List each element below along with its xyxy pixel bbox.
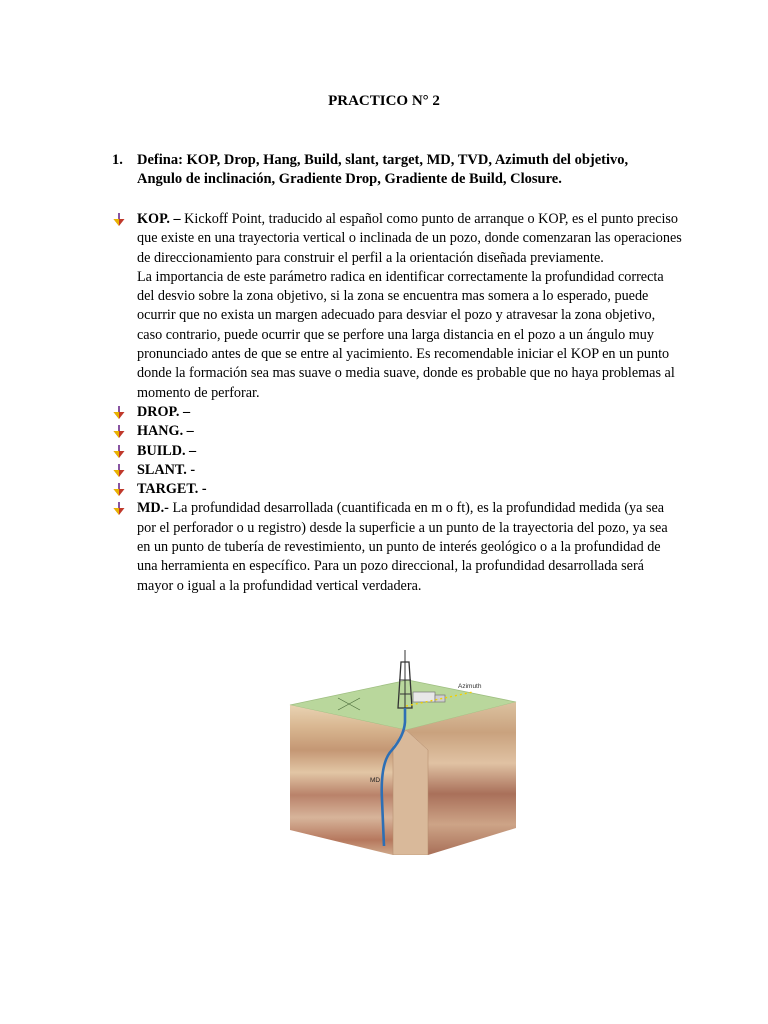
list-item-md — [113, 499, 683, 595]
list-item-target — [113, 480, 683, 499]
kop-paragraph-2: La importancia de este parámetro radica en identificar correctamente la profundidad correcta del desvio sobre la zona objetivo, si la zona se encuentra mas somera a lo esperado, puede ocurrir que no exista un margen adecuado para desviar el pozo y atravesar la zona objetivo, caso contrario, puede ocurrir que se perfore una larga distancia en el pozo a un ángulo muy pronunciado antes de que se entre al yacimiento. Es recomendable iniciar el KOP en un punto donde la formación sea mas suave o media suave, donde es probable que no haya problemas al momento de perforar. — [137, 268, 675, 401]
page-title: PRACTICO N° 2 — [328, 93, 440, 109]
cutaway-block — [393, 730, 428, 855]
definition-list — [113, 210, 683, 596]
azimuth-label: Azimuth — [458, 683, 482, 690]
well-trajectory-illustration — [288, 650, 520, 855]
build-label: BUILD. – — [137, 442, 197, 459]
arrow-bullet-icon — [113, 464, 125, 478]
arrow-bullet-icon — [113, 445, 125, 459]
drop-label: DROP. – — [137, 403, 191, 420]
target-label: TARGET. - — [137, 481, 207, 498]
left-strata-face — [290, 705, 406, 855]
arrow-bullet-icon — [113, 425, 125, 439]
hang-label: HANG. – — [137, 423, 194, 440]
arrow-bullet-icon — [113, 213, 125, 227]
question-number: 1. — [112, 152, 123, 168]
question-1 — [112, 151, 672, 189]
drilling-rig-icon — [398, 650, 445, 708]
question-text: Defina: KOP, Drop, Hang, Build, slant, target, MD, TVD, Azimuth del objetivo, Angulo de inclinación, Gradiente Drop, Gradiente de Build, Closure. — [137, 152, 629, 187]
list-item-drop — [113, 403, 683, 422]
md-label: MD.- — [137, 500, 169, 517]
arrow-bullet-icon — [113, 502, 125, 516]
arrow-bullet-icon — [113, 483, 125, 497]
list-item-hang — [113, 422, 683, 441]
md-figure-label: MD — [370, 777, 381, 784]
md-definition: La profundidad desarrollada (cuantificada en m o ft), es la profundidad medida (ya sea por el perforador o u registro) desde la superficie a un punto de la trayectoria del pozo, ya sea en un punto de tubería de revestimiento, un punto de interés geológico o a la profundidad de una herramienta en específico. Para un pozo direccional, la profundidad desarrollada será mayor o igual a la profundidad vertical verdadera. — [137, 500, 668, 594]
list-item-kop — [113, 210, 683, 403]
kop-definition: Kickoff Point, traducido al español como punto de arranque o KOP, es el punto preciso que existe en una trayectoria vertical o inclinada de un pozo, donde comenzaran las operaciones de direccionamiento para construir el perfil a la orientación diseñada previamente. — [137, 211, 682, 266]
kop-label: KOP. – — [137, 211, 181, 227]
list-item-slant — [113, 461, 683, 480]
list-item-build — [113, 442, 683, 461]
arrow-bullet-icon — [113, 406, 125, 420]
slant-label: SLANT. - — [137, 461, 196, 478]
